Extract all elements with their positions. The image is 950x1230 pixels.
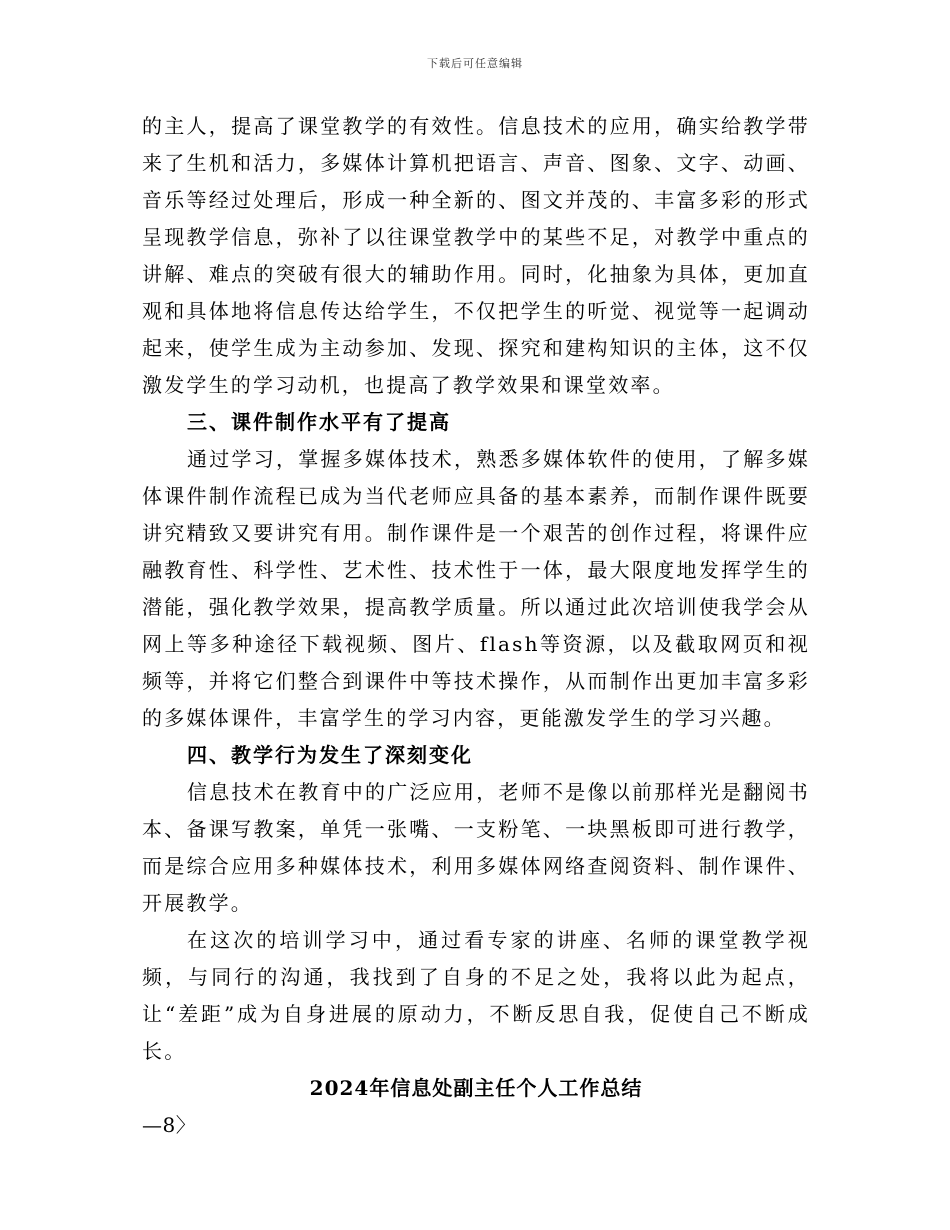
paragraph-courseware: 通过学习，掌握多媒体技术，熟悉多媒体软件的使用，了解多媒体课件制作流程已成为当代老师应具备的基本素养，而制作课件既要讲究精致又要讲究有用。制作课件是一个艰苦的创作过程，将课件应融教育性、科学性、艺术性、技术性于一体，最大限度地发挥学生的潜能，强化教学效果，提高教学质量。所以通过此次培训使我学会从网上等多种途径下载视频、图片、flash等资源，以及截取网页和视频等，并将它们整合到课件中等技术操作，从而制作出更加丰富多彩的多媒体课件，丰富学生的学习内容，更能激发学生的学习兴趣。 bbox=[142, 447, 810, 730]
section-heading-4: 四、教学行为发生了深刻变化 bbox=[187, 743, 473, 767]
header-note: 下载后可任意编辑 bbox=[427, 57, 523, 70]
paragraph-intro-continued: 的主人，提高了课堂教学的有效性。信息技术的应用，确实给教学带来了生机和活力，多媒体计算机把语言、声音、图象、文字、动画、音乐等经过处理后，形成一种全新的、图文并茂的、丰富多彩的形式呈现教学信息，弥补了以往课堂教学中的某些不足，对教学中重点的讲解、难点的突破有很大的辅助作用。同时，化抽象为具体，更加直观和具体地将信息传达给学生，不仅把学生的听觉、视觉等一起调动起来，使学生成为主动参加、发现、探究和建构知识的主体，这不仅激发学生的学习动机，也提高了教学效果和课堂效率。 bbox=[142, 114, 810, 397]
next-document-title: 2024年信息处副主任个人工作总结 bbox=[309, 1076, 643, 1100]
page-number-mark: —8〉 bbox=[142, 1113, 197, 1137]
paragraph-teaching-behavior: 信息技术在教育中的广泛应用，老师不是像以前那样光是翻阅书本、备课写教案，单凭一张嘴、一支粉笔、一块黑板即可进行教学，而是综合应用多种媒体技术，利用多媒体网络查阅资料、制作课件、开展教学。 bbox=[142, 780, 810, 915]
document-body bbox=[142, 108, 810, 1144]
paragraph-reflection: 在这次的培训学习中，通过看专家的讲座、名师的课堂教学视频，与同行的沟通，我找到了自身的不足之处，我将以此为起点，让“差距”成为自身进展的原动力，不断反思自我，促使自己不断成长。 bbox=[142, 928, 810, 1063]
section-heading-3: 三、课件制作水平有了提高 bbox=[187, 410, 451, 434]
